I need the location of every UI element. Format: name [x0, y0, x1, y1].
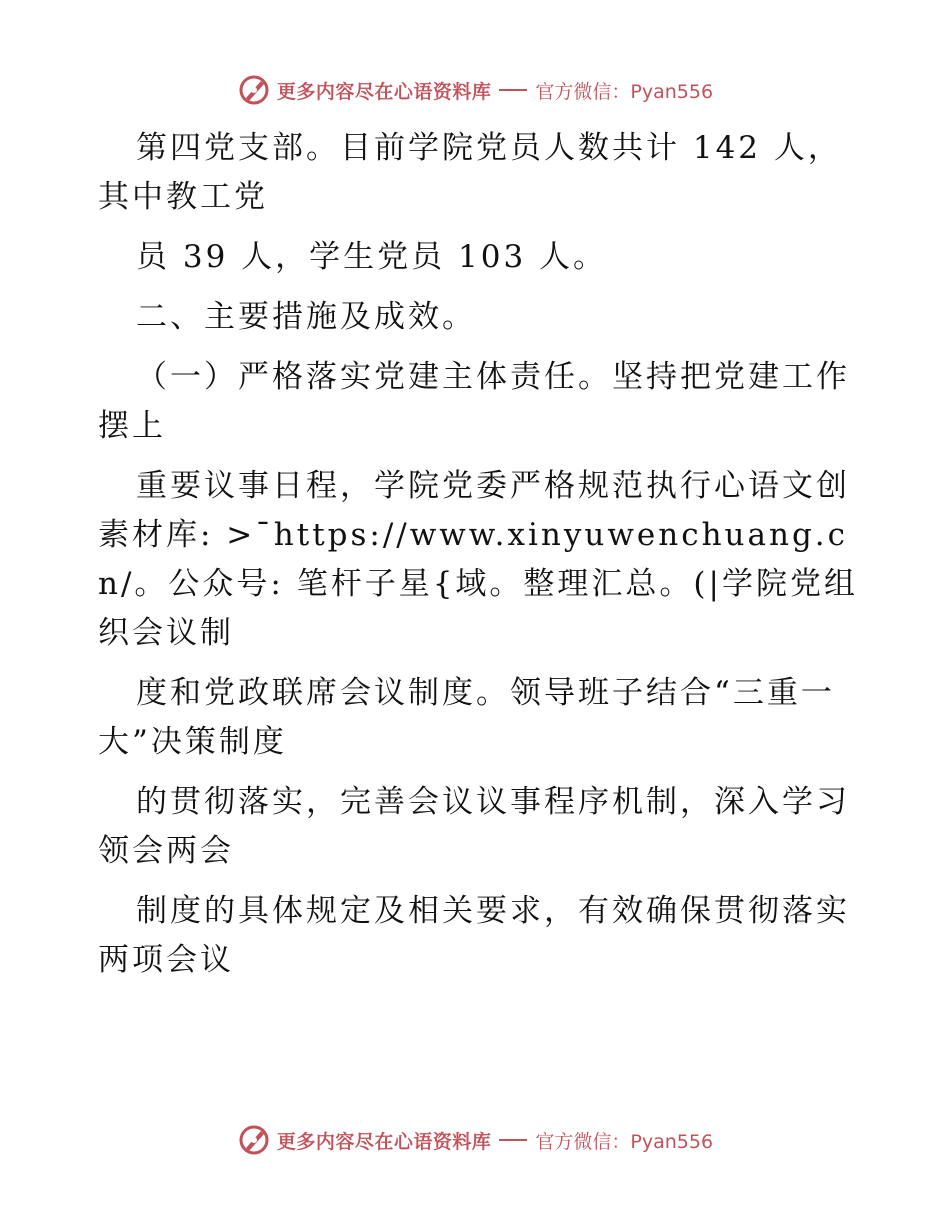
watermark-dash — [499, 1139, 527, 1141]
watermark-text: 更多内容尽在心语资料库 — [276, 1130, 492, 1153]
paragraph-3: 二、主要措施及成效。 — [136, 299, 476, 335]
paragraph-5: 重要议事日程，学院党委严格规范执行心语文创素材库: >¯https://www.xinyuwenchuang.cn/。公众号: 笔杆子星{域。整理汇总。(|学院党组织会议制 — [98, 468, 858, 651]
paragraph-2: 员 39 人，学生党员 103 人。 — [136, 239, 608, 275]
watermark-wechat: 官方微信：Pyan556 — [535, 80, 714, 103]
footer-watermark — [0, 1120, 950, 1160]
watermark-text: 更多内容尽在心语资料库 — [276, 80, 492, 103]
paragraph-4: （一）严格落实党建主体责任。坚持把党建工作摆上 — [98, 359, 850, 444]
header-watermark — [0, 70, 950, 110]
pen-logo-icon — [237, 1123, 271, 1157]
paragraph-8: 制度的具体规定及相关要求，有效确保贯彻落实两项会议 — [98, 893, 850, 978]
pen-logo-icon — [237, 73, 271, 107]
watermark-wechat: 官方微信：Pyan556 — [535, 1130, 714, 1153]
paragraph-6: 度和党政联席会议制度。领导班子结合“三重一大”决策制度 — [98, 675, 835, 760]
watermark-dash — [499, 89, 527, 91]
document-body — [98, 124, 858, 996]
paragraph-1: 第四党支部。目前学院党员人数共计 142 人，其中教工党 — [98, 130, 842, 215]
paragraph-7: 的贯彻落实，完善会议议事程序机制，深入学习领会两会 — [98, 784, 850, 869]
